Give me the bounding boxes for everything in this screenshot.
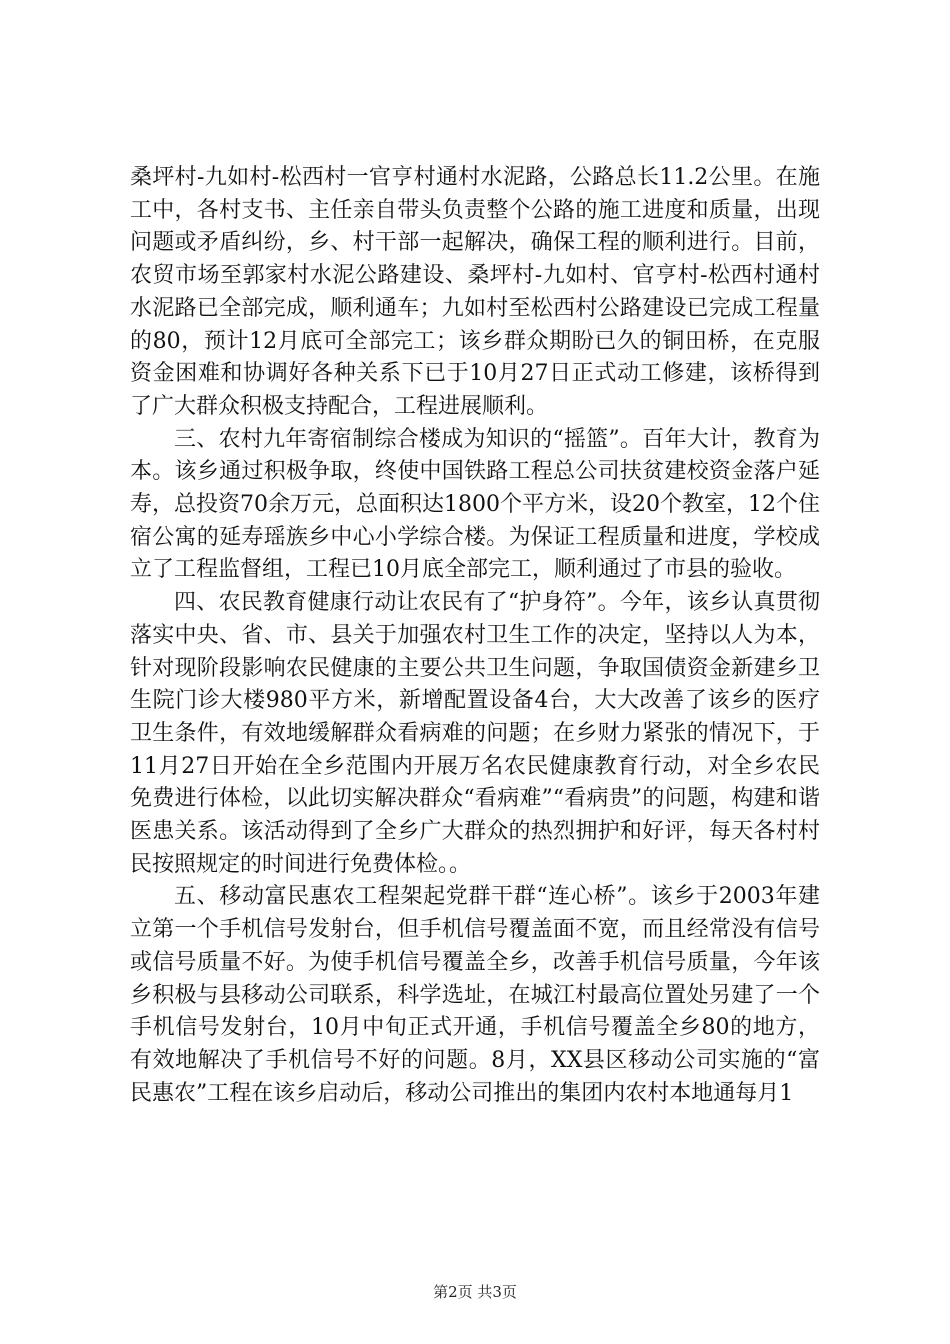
document-body <box>130 162 820 1110</box>
paragraph-continuation: 桑坪村-九如村-松西村一官亨村通村水泥路，公路总长11.2公里。在施工中，各村支书、主任亲自带头负责整个公路的施工进度和质量，出现问题或矛盾纠纷，乡、村干部一起解决，确保工程的顺利进行。目前，农贸市场至郭家村水泥公路建设、桑坪村-九如村、官亨村-松西村通村水泥路已全部完成，顺利通车；九如村至松西村公路建设已完成工程量的80，预计12月底可全部完工；该乡群众期盼已久的铜田桥，在克服资金困难和协调好各种关系下已于10月27日正式动工修建，该桥得到了广大群众积极支持配合，工程进展顺利。 <box>130 165 820 419</box>
paragraph-section-three: 三、农村九年寄宿制综合楼成为知识的“摇篮”。百年大计，教育为本。该乡通过积极争取，终使中国铁路工程总公司扶贫建校资金落户延寿，总投资70余万元，总面积达1800个平方米，设20个教室，12个住宿公寓的延寿瑶族乡中心小学综合楼。为保证工程质量和进度，学校成立了工程监督组，工程已10月底全部完工，顺利通过了市县的验收。 <box>130 426 820 583</box>
page-footer: 第2页 共3页 <box>433 1283 517 1301</box>
paragraph-section-five: 五、移动富民惠农工程架起党群干群“连心桥”。该乡于2003年建立第一个手机信号发射台，但手机信号覆盖面不宽，而且经常没有信号或信号质量不好。为使手机信号覆盖全乡，改善手机信号质量，今年该乡积极与县移动公司联系，科学选址，在城江村最高位置处另建了一个手机信号发射台，10月中旬正式开通，手机信号覆盖全乡80的地方，有效地解决了手机信号不好的问题。8月，XX县区移动公司实施的“富民惠农”工程在该乡启动后，移动公司推出的集团内农村本地通每月1 <box>130 884 820 1106</box>
paragraph-section-four: 四、农民教育健康行动让农民有了“护身符”。今年，该乡认真贯彻落实中央、省、市、县关于加强农村卫生工作的决定，坚持以人为本，针对现阶段影响农民健康的主要公共卫生问题，争取国债资金新建乡卫生院门诊大楼980平方米，新增配置设备4台，大大改善了该乡的医疗卫生条件，有效地缓解群众看病难的问题；在乡财力紧张的情况下，于11月27日开始在全乡范围内开展万名农民健康教育行动，对全乡农民免费进行体检，以此切实解决群众“看病难”“看病贵”的问题，构建和谐医患关系。该活动得到了全乡广大群众的热烈拥护和好评，每天各村村民按照规定的时间进行免费体检。。 <box>130 590 820 877</box>
